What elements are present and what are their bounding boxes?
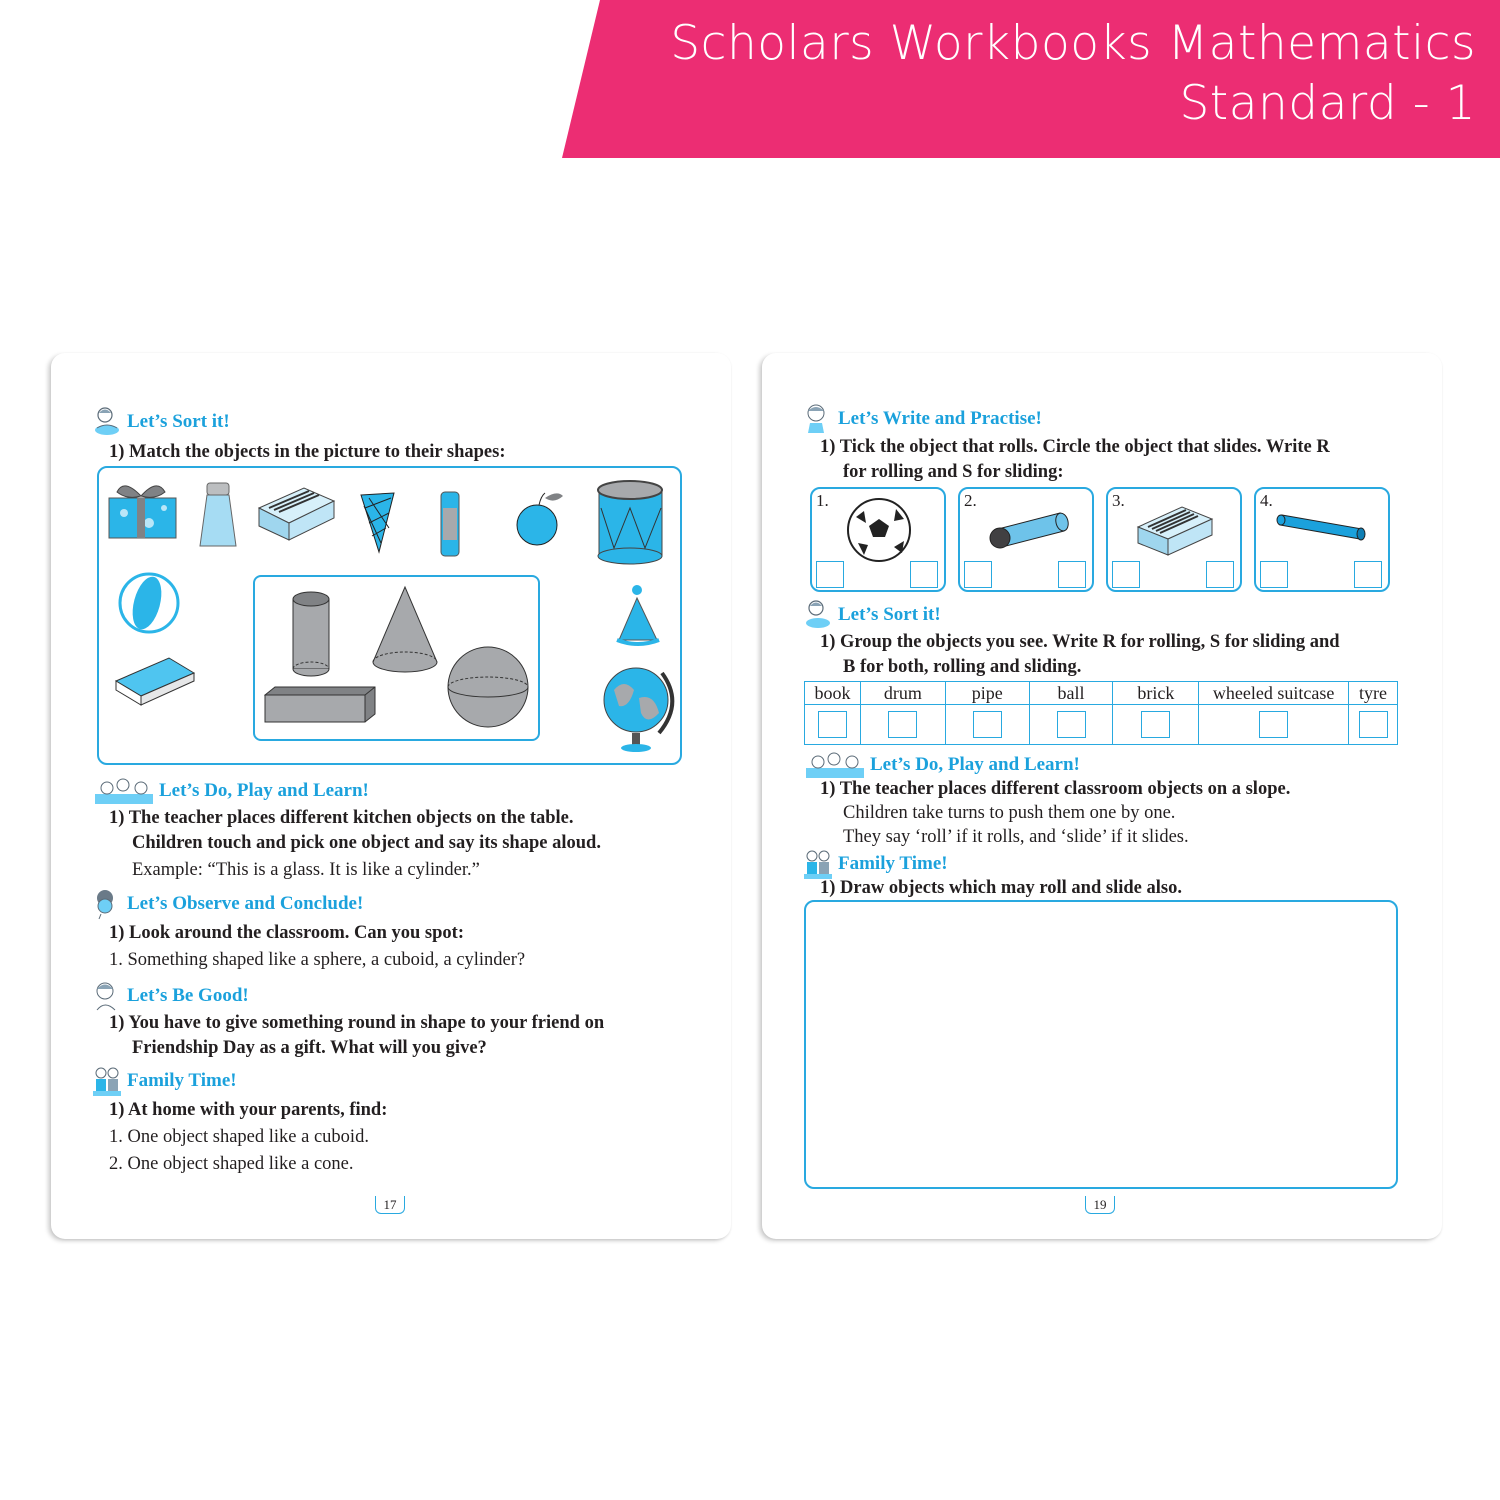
section-heading-lets-sort-it: [802, 599, 941, 631]
salt-shaker-object: [200, 483, 236, 546]
brick-object: [259, 488, 334, 540]
banner-title-line2: Standard - 1: [1179, 76, 1476, 131]
instruction-line: They say ‘roll’ if it rolls, and ‘slide’ if it slides.: [843, 827, 1189, 847]
section-heading-lets-be-good: [91, 980, 249, 1012]
cone-shape: [373, 587, 437, 672]
question-draw-objects: 1) Draw objects which may roll and slide also.: [820, 878, 1182, 898]
question-tick-circle: 1) Tick the object that rolls. Circle the object that slides. Write R for rolling and S for sliding:: [820, 437, 1330, 482]
instruction-line: Children take turns to push them one by one.: [843, 803, 1176, 823]
list-item: 2. One object shaped like a cone.: [109, 1154, 354, 1174]
answer-box-wheeled-suitcase[interactable]: [1259, 711, 1288, 738]
apple-object: [517, 493, 563, 545]
card-number: 1.: [816, 491, 829, 510]
object-card-4: [1254, 487, 1390, 592]
answer-box-tyre[interactable]: [1359, 711, 1388, 738]
boy-reading-mascot-icon: [91, 406, 123, 438]
column-header: tyre: [1349, 682, 1398, 705]
book-object: [116, 658, 194, 705]
answer-box[interactable]: [1206, 561, 1234, 588]
drawing-area[interactable]: [804, 900, 1398, 1189]
banner-title: [670, 14, 1476, 134]
card-number: 3.: [1112, 491, 1125, 510]
object-card-3: [1106, 487, 1242, 592]
cylinder-shape: [293, 592, 329, 676]
brick-icon: [1134, 497, 1216, 559]
answer-box-ball[interactable]: [1057, 711, 1086, 738]
question-kitchen-objects: 1) The teacher places different kitchen objects on the table. Children touch and pick one object and say its shape aloud.: [109, 808, 601, 853]
section-title: Let’s Do, Play and Learn!: [159, 780, 369, 801]
section-title: Let’s Sort it!: [838, 604, 941, 625]
column-header: book: [805, 682, 861, 705]
section-title: Family Time!: [838, 853, 948, 874]
question-friendship-day: 1) You have to give something round in shape to your friend on Friendship Day as a gift. What will you give?: [109, 1013, 605, 1058]
column-header: pipe: [945, 682, 1029, 705]
boy-reading-mascot-icon: [802, 599, 834, 631]
column-header: ball: [1029, 682, 1113, 705]
answer-box[interactable]: [910, 561, 938, 588]
section-heading-lets-observe-and-conclude: [91, 888, 363, 920]
section-title: Family Time!: [127, 1070, 237, 1091]
geometric-shapes-illustration: [255, 577, 538, 739]
boy-thinking-mascot-icon: [91, 980, 123, 1012]
beach-ball-object: [120, 574, 178, 633]
banner-title-line1: Scholars Workbooks Mathematics: [670, 16, 1476, 71]
question-classroom-slope: 1) The teacher places different classroom objects on a slope.: [820, 779, 1291, 799]
object-card-2: [958, 487, 1094, 592]
answer-box-drum[interactable]: [888, 711, 917, 738]
answer-box[interactable]: [1058, 561, 1086, 588]
drum-object: [598, 481, 662, 564]
workbook-page-17: [51, 353, 731, 1239]
party-hat-object: [617, 585, 659, 644]
object-card-1: [810, 487, 946, 592]
section-heading-lets-do-play-and-learn: [93, 776, 369, 806]
family-mascot-icon: [91, 1065, 123, 1097]
boy-magnifier-mascot-icon: [91, 888, 123, 920]
section-heading-lets-sort-it: [91, 406, 230, 438]
answer-box[interactable]: [1354, 561, 1382, 588]
section-title: Let’s Write and Practise!: [838, 408, 1042, 429]
section-heading-lets-write-and-practise: [802, 403, 1042, 435]
title-banner: [562, 0, 1500, 158]
tick-box[interactable]: [816, 561, 844, 588]
football-icon: [846, 497, 912, 563]
cuboid-shape: [265, 687, 375, 722]
shapes-panel: [253, 575, 540, 741]
list-item: 1. One object shaped like a cuboid.: [109, 1127, 369, 1147]
list-item: 1. Something shaped like a sphere, a cuboid, a cylinder?: [109, 950, 526, 970]
sort-table-header-row: [805, 682, 1398, 705]
column-header: brick: [1113, 682, 1199, 705]
question-match-objects: 1) Match the objects in the picture to their shapes:: [109, 442, 506, 462]
tick-box[interactable]: [1112, 561, 1140, 588]
section-title: Let’s Observe and Conclude!: [127, 893, 364, 914]
section-title: Let’s Do, Play and Learn!: [870, 754, 1080, 775]
answer-box-pipe[interactable]: [973, 711, 1002, 738]
girl-writing-mascot-icon: [802, 403, 834, 435]
page-number: 17: [375, 1196, 405, 1214]
tick-box[interactable]: [964, 561, 992, 588]
column-header: wheeled suitcase: [1199, 682, 1349, 705]
page-number: 19: [1085, 1196, 1115, 1214]
globe-object: [604, 668, 672, 752]
workbook-page-19: [762, 353, 1442, 1239]
sort-table: [804, 681, 1398, 745]
section-heading-lets-do-play-and-learn: [804, 750, 1080, 780]
children-group-mascot-icon: [804, 750, 866, 780]
tick-box[interactable]: [1260, 561, 1288, 588]
ice-cream-cone-object: [361, 493, 394, 552]
matching-picture-frame: [97, 466, 682, 765]
cylinder-roller-icon: [984, 503, 1072, 549]
answer-box-book[interactable]: [818, 711, 847, 738]
answer-box-brick[interactable]: [1141, 711, 1170, 738]
children-group-mascot-icon: [93, 776, 155, 806]
question-look-around: 1) Look around the classroom. Can you spot:: [109, 923, 464, 943]
glue-stick-object: [441, 492, 459, 556]
column-header: drum: [860, 682, 945, 705]
card-number: 4.: [1260, 491, 1273, 510]
card-number: 2.: [964, 491, 977, 510]
section-title: Let’s Be Good!: [127, 985, 249, 1006]
section-title: Let’s Sort it!: [127, 411, 230, 432]
section-heading-family-time: [91, 1065, 237, 1097]
sphere-shape: [448, 647, 528, 727]
gift-box-object: [109, 486, 176, 538]
sort-table-answer-row: [805, 705, 1398, 745]
pipe-icon: [1276, 503, 1372, 543]
example-text: Example: “This is a glass. It is like a cylinder.”: [132, 860, 480, 880]
question-group-objects: 1) Group the objects you see. Write R for rolling, S for sliding and B for both, rolling and sliding.: [820, 632, 1340, 677]
question-at-home: 1) At home with your parents, find:: [109, 1100, 388, 1120]
